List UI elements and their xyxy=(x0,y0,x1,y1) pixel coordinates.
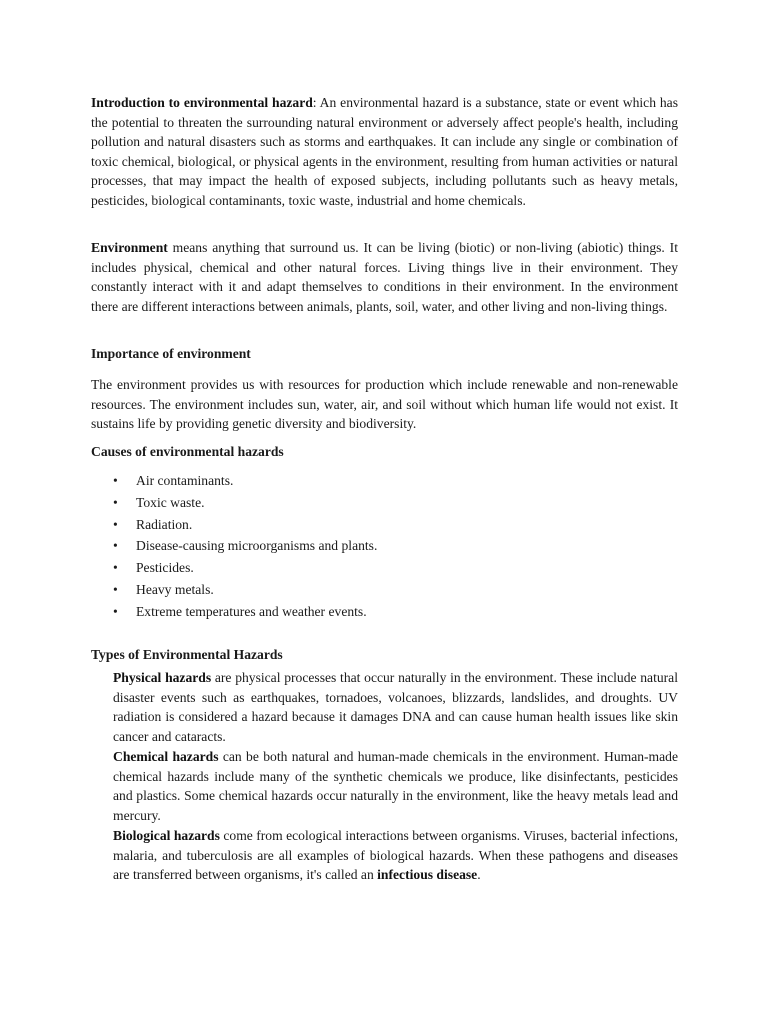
chemical-hazards-paragraph xyxy=(113,747,678,825)
list-item-text: Pesticides. xyxy=(136,560,194,576)
biological-hazards-title: Biological hazards xyxy=(113,828,220,843)
physical-hazards-paragraph xyxy=(113,668,678,746)
bullet-icon: • xyxy=(113,560,118,576)
biological-hazards-paragraph xyxy=(113,826,678,885)
physical-hazards-title: Physical hazards xyxy=(113,670,212,685)
types-heading: Types of Environmental Hazards xyxy=(91,647,283,662)
list-item xyxy=(113,492,377,514)
list-item-text: Radiation. xyxy=(136,516,193,532)
causes-heading: Causes of environmental hazards xyxy=(91,444,284,459)
physical-hazards-text: are physical processes that occur naturally in the environment. These include natural disaster events such as earthquakes, tornadoes, volcanoes, blizzards, landslides, and droughts. UV radiation is considered a hazard because it damages DNA and can cause human health issues like skin cancer and cataracts. xyxy=(113,670,678,744)
list-item-text: Extreme temperatures and weather events. xyxy=(136,603,367,619)
environment-paragraph xyxy=(91,238,678,316)
biological-hazards-end: . xyxy=(477,867,481,883)
causes-list xyxy=(113,470,377,623)
bullet-icon: • xyxy=(113,494,118,510)
intro-text: : An environmental hazard is a substance, state or event which has the potential to threaten the surrounding natural environment or adversely affect people's health, including pollution and natural disasters such as storms and earthquakes. It can include any single or combination of toxic chemical, biological, or physical agents in the environment, resulting from human activities or natural processes, that may impact the health of exposed subjects, including pollutants such as heavy metals, pesticides, biological contaminants, toxic waste, industrial and home chemicals. xyxy=(91,95,678,208)
environment-text: means anything that surround us. It can be living (biotic) or non-living (abiotic) things. It includes physical, chemical and other natural forces. Living things live in their environment. They constantly interact with it and adapt themselves to conditions in their environment. In the environment there are different interactions between animals, plants, soil, water, and other living and non-living things. xyxy=(91,240,678,314)
chemical-hazards-text: can be both natural and human-made chemicals in the environment. Human-made chemical hazards include many of the synthetic chemicals we produce, like disinfectants, pesticides and plastics. Some chemical hazards occur naturally in the environment, like the heavy metals lead and mercury. xyxy=(113,749,678,823)
list-item xyxy=(113,514,377,536)
infectious-disease-term: infectious disease xyxy=(377,867,478,883)
importance-paragraph: The environment provides us with resources for production which include renewable and non-renewable resources. The environment includes sun, water, air, and soil without which human life would not exist. It sustains life by providing genetic diversity and biodiversity. xyxy=(91,377,678,432)
bullet-icon: • xyxy=(113,603,118,619)
bullet-icon: • xyxy=(113,538,118,554)
intro-paragraph xyxy=(91,93,678,211)
intro-title: Introduction to environmental hazard xyxy=(91,95,313,110)
list-item-text: Heavy metals. xyxy=(136,581,214,597)
bullet-icon: • xyxy=(113,473,118,488)
list-item xyxy=(113,535,377,557)
list-item-text: Disease-causing microorganisms and plants. xyxy=(136,538,378,554)
environment-title: Environment xyxy=(91,240,168,255)
list-item-text: Toxic waste. xyxy=(136,494,205,510)
list-item xyxy=(113,579,377,601)
biological-hazards-text: come from ecological interactions between organisms. Viruses, bacterial infections, malaria, and tuberculosis are all examples of biological hazards. When these pathogens and diseases are transferred between organisms, it's called an xyxy=(113,828,679,883)
list-item xyxy=(113,470,377,492)
bullet-icon: • xyxy=(113,581,118,597)
list-item-text: Air contaminants. xyxy=(136,473,234,488)
list-item xyxy=(113,557,377,579)
chemical-hazards-title: Chemical hazards xyxy=(113,749,219,764)
importance-heading: Importance of environment xyxy=(91,346,251,361)
list-item xyxy=(113,601,377,623)
bullet-icon: • xyxy=(113,516,118,532)
